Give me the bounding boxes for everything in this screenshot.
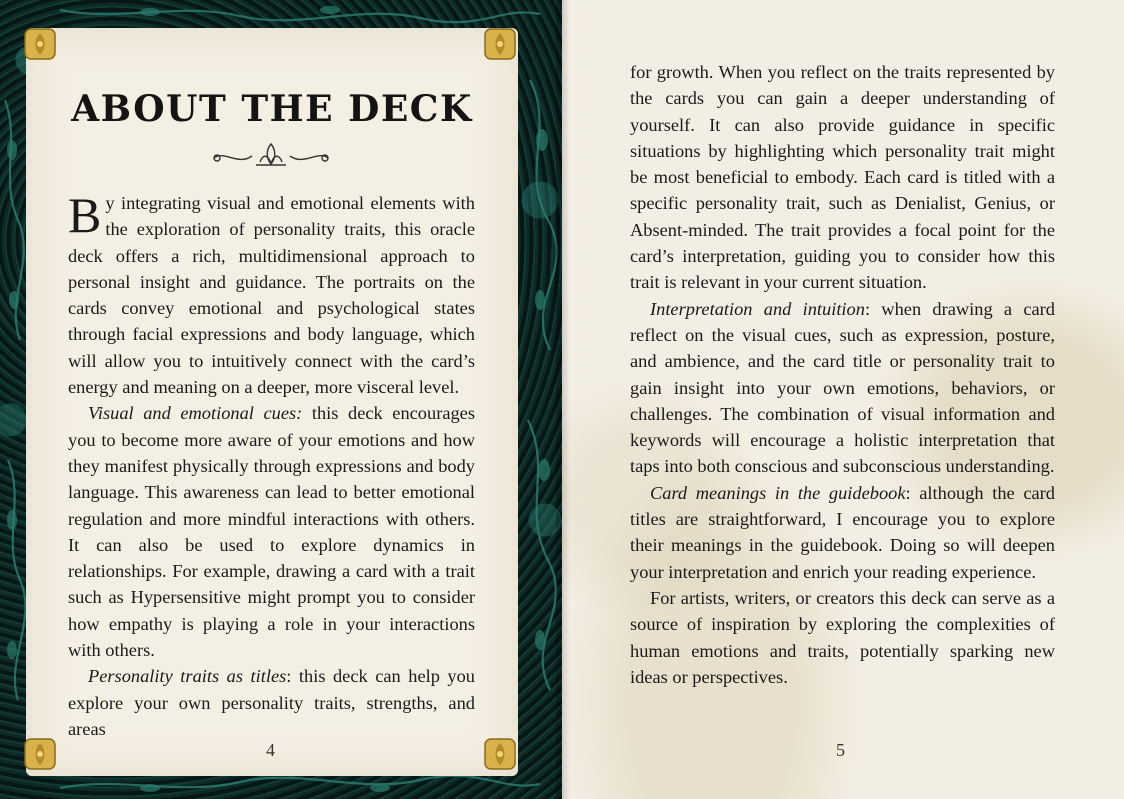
flourish-ornament xyxy=(208,140,334,172)
paragraph-text: y integrating visual and emotional elements with the exploration of personality traits, this oracle deck offers a rich, multidimensional approach to personal insight and guidance. The portraits on the cards convey emotional and psychological states through facial expressions and body language, which will allow you to intuitively connect with the card’s energy and meaning on a deeper, more visceral level. xyxy=(68,193,475,398)
paragraph xyxy=(68,187,475,400)
corner-ornament-icon xyxy=(482,736,518,772)
paragraph-text: : when drawing a card reflect on the visual cues, such as expression, posture, and ambience, and the card title or personality trait to gain insight into your own emotions, behaviors, or challenges. The combination of visual information and keywords will encourage a holistic interpretation that taps into both conscious and subconscious understanding. xyxy=(630,298,1055,477)
drop-cap: B xyxy=(68,187,102,243)
paragraph: for growth. When you reflect on the traits represented by the cards you can gain a deeper understanding of yourself. It can also provide guidance in specific situations by highlighting which personality trait might be most beneficial to embody. Each card is titled with a specific personality trait, such as Denialist, Genius, or Absent-minded. The trait provides a focal point for the card’s interpretation, guiding you to consider how this trait is relevant in your current situation. xyxy=(630,62,1055,293)
corner-ornament-icon xyxy=(22,26,58,62)
page-number: 5 xyxy=(836,740,845,760)
right-body-text xyxy=(630,59,1055,690)
paragraph-lead: Personality traits as titles xyxy=(88,666,287,687)
page-gutter xyxy=(556,0,570,799)
page-number: 4 xyxy=(266,740,275,760)
paragraph-text: : this deck can help you explore your own personality traits, strengths, and areas xyxy=(68,666,476,739)
paragraph-text: : although the card titles are straightforward, I encourage you to explore their meanings in the guidebook. Doing so will deepen your interpretation and enrich your reading experience. xyxy=(630,482,1055,582)
paragraph xyxy=(68,663,475,742)
page-title: ABOUT THE DECK xyxy=(71,88,473,130)
paragraph xyxy=(630,480,1055,585)
paragraph-lead: Card meanings in the guidebook xyxy=(650,482,906,503)
corner-ornament-icon xyxy=(482,26,518,62)
paragraph-lead: Interpretation and intuition xyxy=(650,298,865,319)
paragraph: For artists, writers, or creators this deck can serve as a source of inspiration by exploring the complexities of human emotions and traits, potentially sparking new ideas or perspectives. xyxy=(630,587,1055,687)
left-body-text xyxy=(68,187,476,742)
paragraph-text: this deck encourages you to become more aware of your emotions and how they manifest physically through expressions and body language. This awareness can lead to better emotional regulation and more mindful interactions with others. It can also be used to explore dynamics in relationships. For example, drawing a card with a trait such as Hypersensitive might prompt you to consider how empathy is playing a role in your interactions with others. xyxy=(68,403,476,661)
paragraph xyxy=(68,400,475,663)
paragraph xyxy=(630,296,1055,480)
paragraph-lead: Visual and emotional cues: xyxy=(88,403,303,424)
corner-ornament-icon xyxy=(22,736,58,772)
